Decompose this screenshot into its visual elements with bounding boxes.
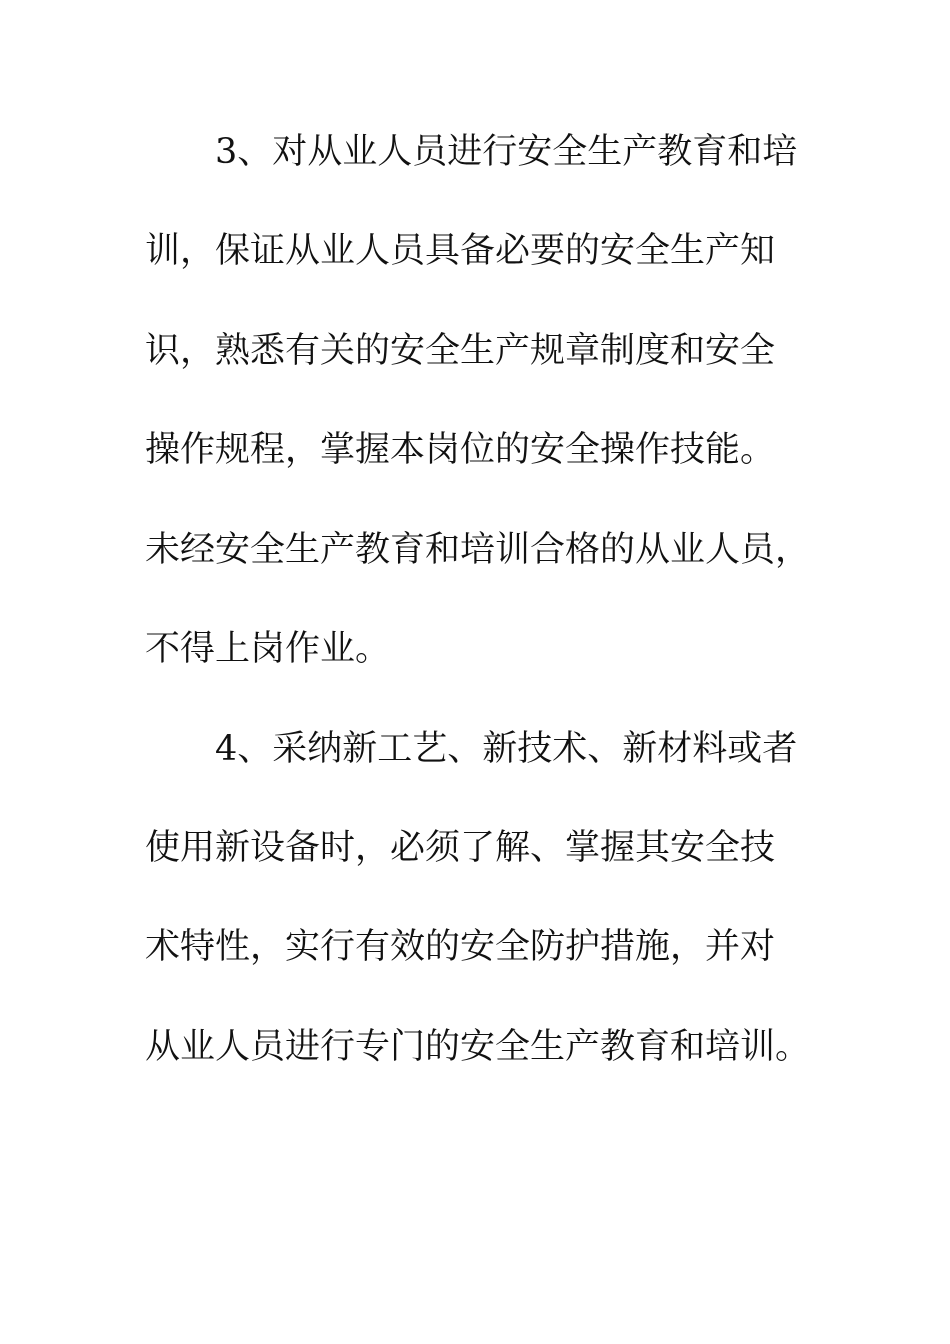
paragraph-line: 操作规程，掌握本岗位的安全操作技能。 (145, 430, 776, 470)
paragraph-line: 从业人员进行专门的安全生产教育和培训。 (145, 1027, 811, 1067)
paragraph-line: 未经安全生产教育和培训合格的从业人员， (145, 530, 811, 570)
paragraph-line: 术特性，实行有效的安全防护措施，并对 (145, 927, 776, 967)
paragraph-line: 不得上岗作业。 (145, 629, 391, 669)
paragraph-line: 3、对从业人员进行安全生产教育和培 (215, 132, 798, 172)
paragraph-line: 识，熟悉有关的安全生产规章制度和安全 (145, 331, 776, 371)
paragraph-line: 使用新设备时，必须了解、掌握其安全技 (145, 828, 776, 868)
paragraph-line: 训，保证从业人员具备必要的安全生产知 (145, 231, 776, 271)
paragraph-line: 4、采纳新工艺、新技术、新材料或者 (215, 729, 798, 769)
